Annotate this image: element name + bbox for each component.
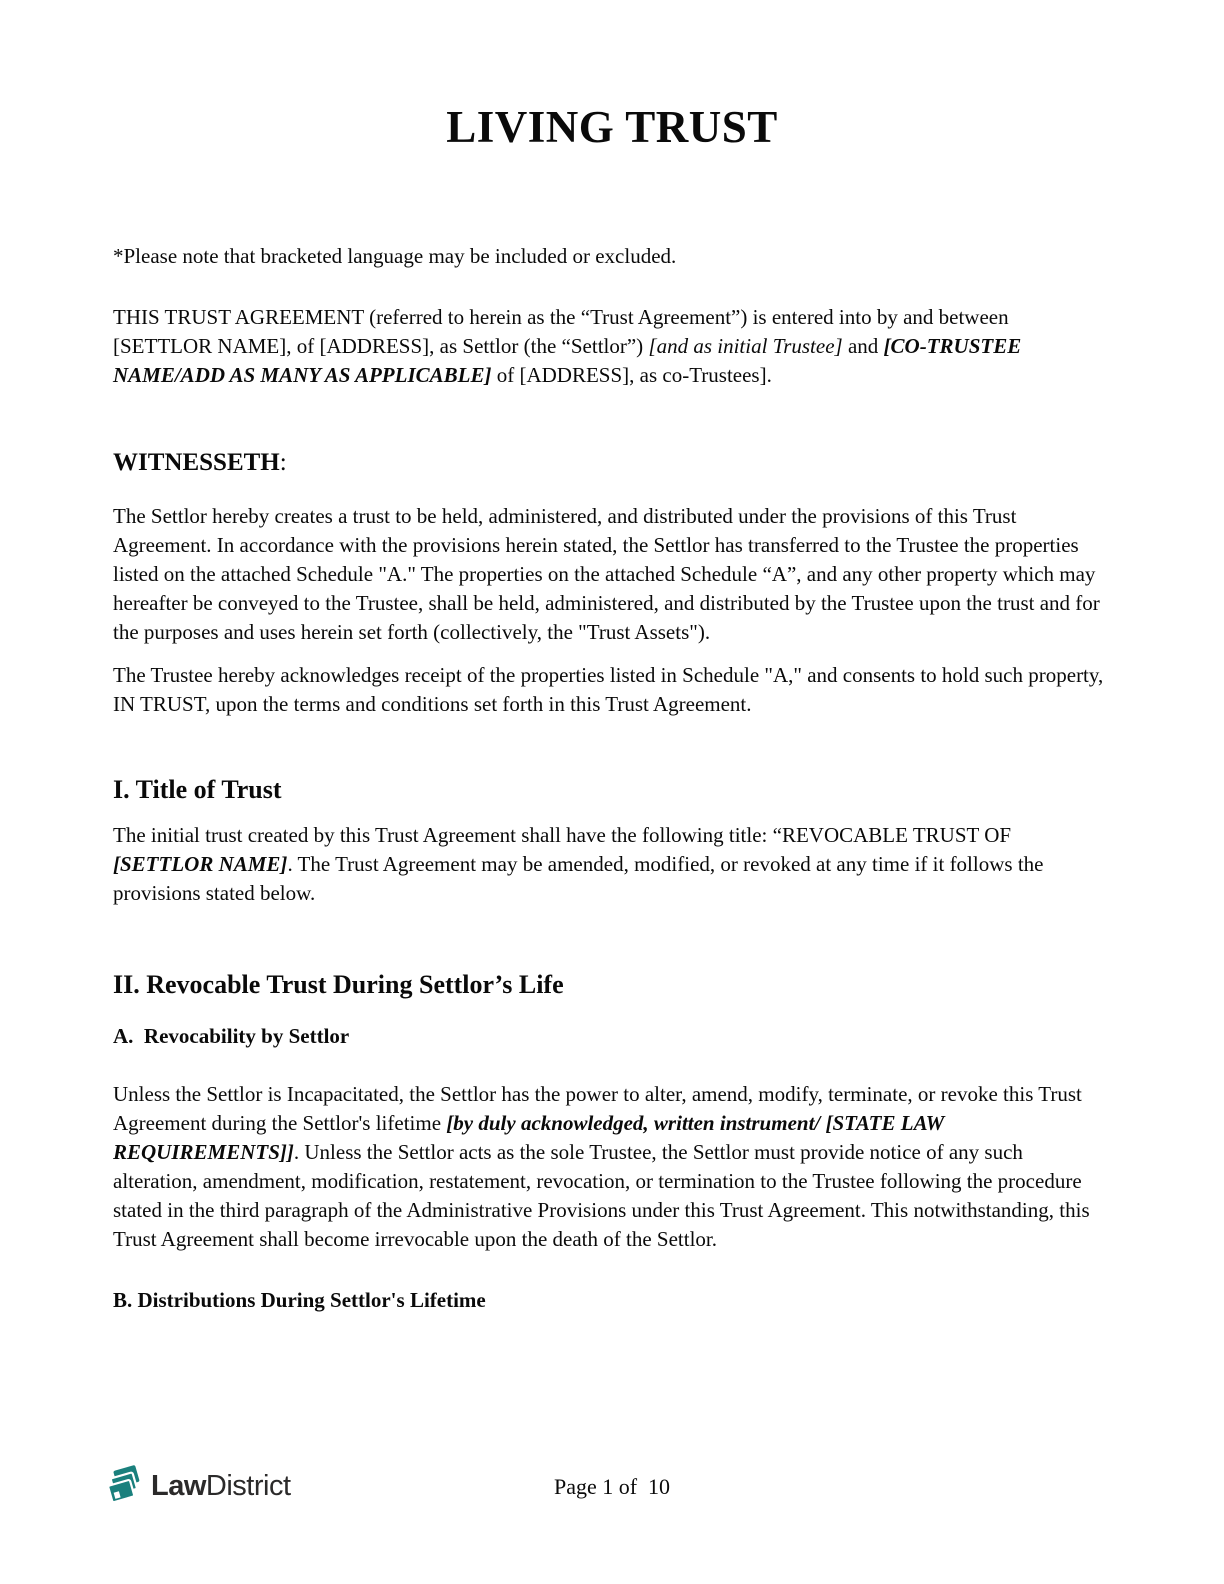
page-footer (0, 1462, 1224, 1532)
document-title: LIVING TRUST (446, 102, 778, 152)
brand-district: District (205, 1469, 291, 1502)
page-number: Page 1 of 10 (553, 1474, 671, 1499)
section-2-heading: II. Revocable Trust During Settlor’s Life (113, 970, 564, 999)
section-1-heading: I. Title of Trust (113, 775, 282, 804)
document-body (113, 100, 1111, 1314)
revocability-paragraph: Unless the Settlor is Incapacitated, the Settlor has the power to alter, amend, modify, terminate, or revoke this Trust Agreement during the Settlor's lifetime [by duly acknowledged, written instrument/ [STATE LAW REQUIREMENTS]]. Unless the Settlor acts as the sole Trustee, the Settlor must provide notice of any such alteration, amendment, modification, restatement, revocation, or termination to the Trustee following the procedure stated in the third paragraph of the Administrative Provisions under this Trust Agreement. This notwithstanding, this Trust Agreement shall become irrevocable upon the death of the Settlor. (113, 1082, 1090, 1251)
intro-paragraph: THIS TRUST AGREEMENT (referred to herein as the “Trust Agreement”) is entered into by and between [SETTLOR NAME], of [ADDRESS], as Settlor (the “Settlor”) [and as initial Trustee] and [CO-TRUSTEE NAME/ADD AS MANY AS APPLICABLE] of [ADDRESS], as co-Trustees]. (113, 305, 1022, 387)
title-of-trust-paragraph: The initial trust created by this Trust Agreement shall have the following title: “REVOCABLE TRUST OF [SETTLOR NAME]. The Trust Agreement may be amended, modified, or revoked at any time if it follows the provisions stated below. (113, 823, 1044, 905)
trust-creation-paragraph: The Settlor hereby creates a trust to be held, administered, and distributed under the provisions of this Trust Agreement. In accordance with the provisions herein stated, the Settlor has transferred to the Trustee the properties listed on the attached Schedule "A." The properties on the attached Schedule “A”, and any other property which may hereafter be conveyed to the Trustee, shall be held, administered, and distributed by the Trustee upon the trust and for the purposes and uses herein set forth (collectively, the "Trust Assets"). (113, 504, 1100, 644)
brand-law: Law (151, 1469, 206, 1502)
subsection-a-heading: A. Revocability by Settlor (113, 1024, 350, 1048)
trustee-acknowledgement-paragraph: The Trustee hereby acknowledges receipt of the properties listed in Schedule "A," and consents to hold such property, IN TRUST, upon the terms and conditions set forth in this Trust Agreement. (113, 663, 1104, 716)
subsection-b-heading: B. Distributions During Settlor's Lifetime (113, 1288, 486, 1312)
witnesseth-heading: WITNESSETH: (113, 449, 287, 476)
bracketed-language-note: *Please note that bracketed language may be included or excluded. (113, 244, 677, 268)
